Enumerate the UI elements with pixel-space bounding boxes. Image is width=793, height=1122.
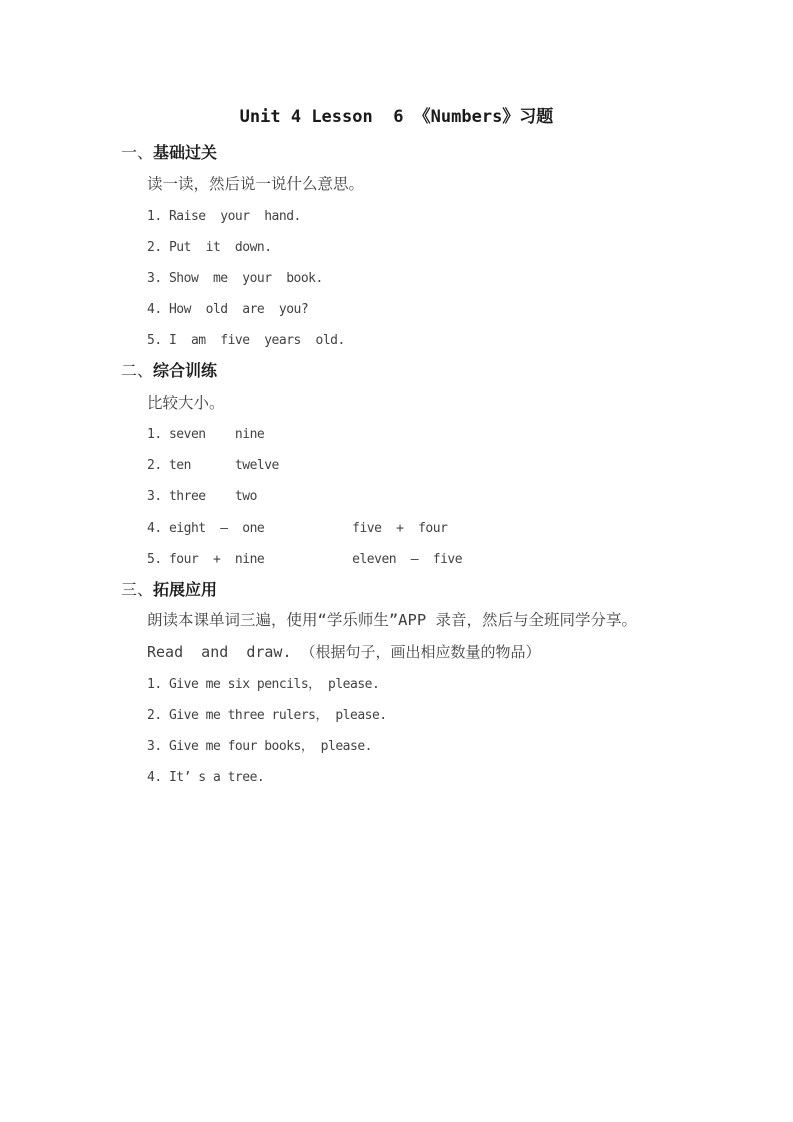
section-2-item-5: 5. four + nine eleven – five bbox=[147, 552, 463, 567]
section-2-number: 二、 bbox=[121, 361, 154, 380]
section-1-item-2: 2. Put it down. bbox=[147, 240, 272, 255]
section-3-heading bbox=[121, 580, 217, 600]
section-2-item-4: 4. eight — one five + four bbox=[147, 521, 448, 536]
section-3-item-3: 3. Give me four books， please. bbox=[147, 739, 372, 754]
section-1-title: 基础过关 bbox=[153, 143, 218, 162]
section-3-item-1: 1. Give me six pencils， please. bbox=[147, 677, 380, 692]
section-3-item-4: 4. It’ s a tree. bbox=[147, 770, 265, 785]
section-2-intro: 比较大小。 bbox=[147, 394, 225, 412]
section-1-number: 一、 bbox=[121, 143, 154, 162]
section-1-intro: 读一读，然后说一说什么意思。 bbox=[147, 175, 365, 193]
section-1-heading bbox=[121, 143, 217, 163]
section-1-item-4: 4. How old are you? bbox=[147, 302, 309, 317]
section-2-item-2: 2. ten twelve bbox=[147, 458, 279, 473]
section-2-title: 综合训练 bbox=[153, 361, 218, 380]
section-3-number: 三、 bbox=[121, 580, 154, 599]
section-2-item-3: 3. three two bbox=[147, 489, 257, 504]
section-2-item-1: 1. seven nine bbox=[147, 427, 265, 442]
section-1-item-3: 3. Show me your book. bbox=[147, 271, 323, 286]
section-3-title: 拓展应用 bbox=[153, 580, 218, 599]
page-title: Unit 4 Lesson 6 《Numbers》习题 bbox=[239, 107, 554, 127]
section-1-item-1: 1. Raise your hand. bbox=[147, 209, 301, 224]
section-3-item-2: 2. Give me three rulers， please. bbox=[147, 708, 387, 723]
section-2-heading bbox=[121, 361, 217, 381]
section-3-intro-en: Read and draw. （根据句子，画出相应数量的物品） bbox=[147, 643, 541, 661]
section-3-intro: 朗读本课单词三遍，使用“学乐师生”APP 录音，然后与全班同学分享。 bbox=[147, 611, 637, 629]
section-1-item-5: 5. I am five years old. bbox=[147, 333, 345, 348]
